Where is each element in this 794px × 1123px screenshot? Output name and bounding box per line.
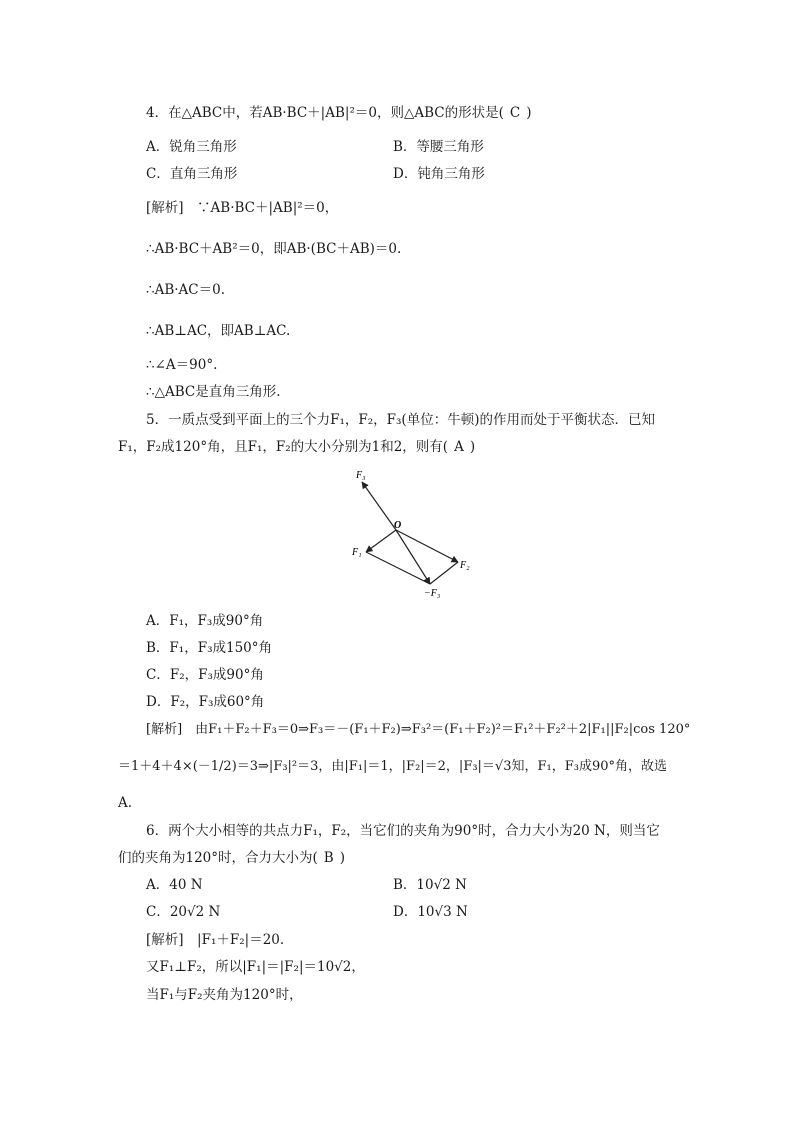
label-o: O (394, 520, 402, 531)
q6-option-b: B．10√2 N (393, 877, 467, 893)
f1-vector (366, 530, 396, 552)
q5-option-a: A．F₁，F₃成90°角 (146, 613, 264, 629)
q6-answer: B (323, 850, 334, 866)
q4-option-c: C．直角三角形 (146, 166, 238, 182)
q5-option-c: C．F₂，F₃成90°角 (146, 667, 264, 683)
q5-solution-line: A. (118, 795, 133, 811)
q4-option-d: D．钝角三角形 (393, 166, 485, 182)
q6-option-c: C．20√2 N (146, 904, 221, 920)
q6-solution-line: 又F₁⊥F₂，所以|F₁|＝|F₂|＝10√2， (146, 959, 365, 975)
q4-option-b: B．等腰三角形 (393, 139, 484, 155)
label-f2: F₂ (460, 560, 470, 571)
q6-option-d: D．10√3 N (393, 904, 468, 920)
q4-solution-line: ∴AB·BC＋AB²＝0，即AB·(BC＋AB)＝0. (146, 241, 402, 257)
q4-solution-line: [解析] ∵AB·BC＋|AB|²＝0， (146, 200, 339, 216)
q5-stem-line1: 5．一质点受到平面上的三个力F₁，F₂，F₃(单位：牛顿)的作用而处于平衡状态．已知 (146, 412, 655, 428)
q5-stem-line2: F₁，F₂成120°角，且F₁，F₂的大小分别为1和2，则有( A ) (118, 439, 476, 455)
q6-solution-line: [解析] |F₁＋F₂|＝20. (146, 932, 285, 948)
q5-solution-line: ＝1＋4＋4×(－1/2)＝3⇒|F₃|²＝3，由|F₁|＝1，|F₂|＝2，|F₃|＝√3知，F₁，F₃成90°角，故选 (118, 759, 667, 774)
q4-answer: C (509, 105, 521, 121)
label-f1: F₁ (352, 547, 362, 558)
q6-stem-line1: 6．两个大小相等的共点力F₁，F₂，当它们的夹角为90°时，合力大小为20 N，则当它 (146, 823, 660, 839)
force-diagram (340, 462, 490, 602)
f2-vector (396, 530, 458, 562)
q4-stem: 4．在△ABC中，若AB·BC＋|AB|²＝0，则△ABC的形状是( C ) (146, 105, 532, 121)
q5-solution-line: [解析] 由F₁＋F₂＋F₃＝0⇒F₃＝－(F₁＋F₂)⇒F₃²＝(F₁＋F₂)²＝F₁²＋F₂²＋2|F₁||F₂|cos 120° (146, 722, 691, 737)
parallelogram-edge (430, 562, 458, 584)
q4-solution-line: ∴∠A＝90°. (146, 357, 218, 373)
f3-vector (362, 482, 396, 530)
label-f3: F₃ (356, 470, 366, 481)
q4-option-a: A．锐角三角形 (146, 139, 237, 155)
q4-solution-line: ∴△ABC是直角三角形. (146, 384, 281, 400)
q6-stem-line2: 们的夹角为120°时，合力大小为( B ) (118, 850, 345, 866)
q4-solution-line: ∴AB⊥AC，即AB⊥AC. (146, 323, 291, 339)
q6-solution-line: 当F₁与F₂夹角为120°时， (146, 987, 303, 1003)
label-neg-f3: −F₃ (424, 588, 441, 599)
q4-solution-line: ∴AB·AC＝0. (146, 282, 226, 298)
q5-answer: A (454, 439, 464, 455)
q5-option-b: B．F₁，F₃成150°角 (146, 640, 272, 656)
q6-option-a: A．40 N (146, 877, 203, 893)
q5-option-d: D．F₂，F₃成60°角 (146, 694, 265, 710)
